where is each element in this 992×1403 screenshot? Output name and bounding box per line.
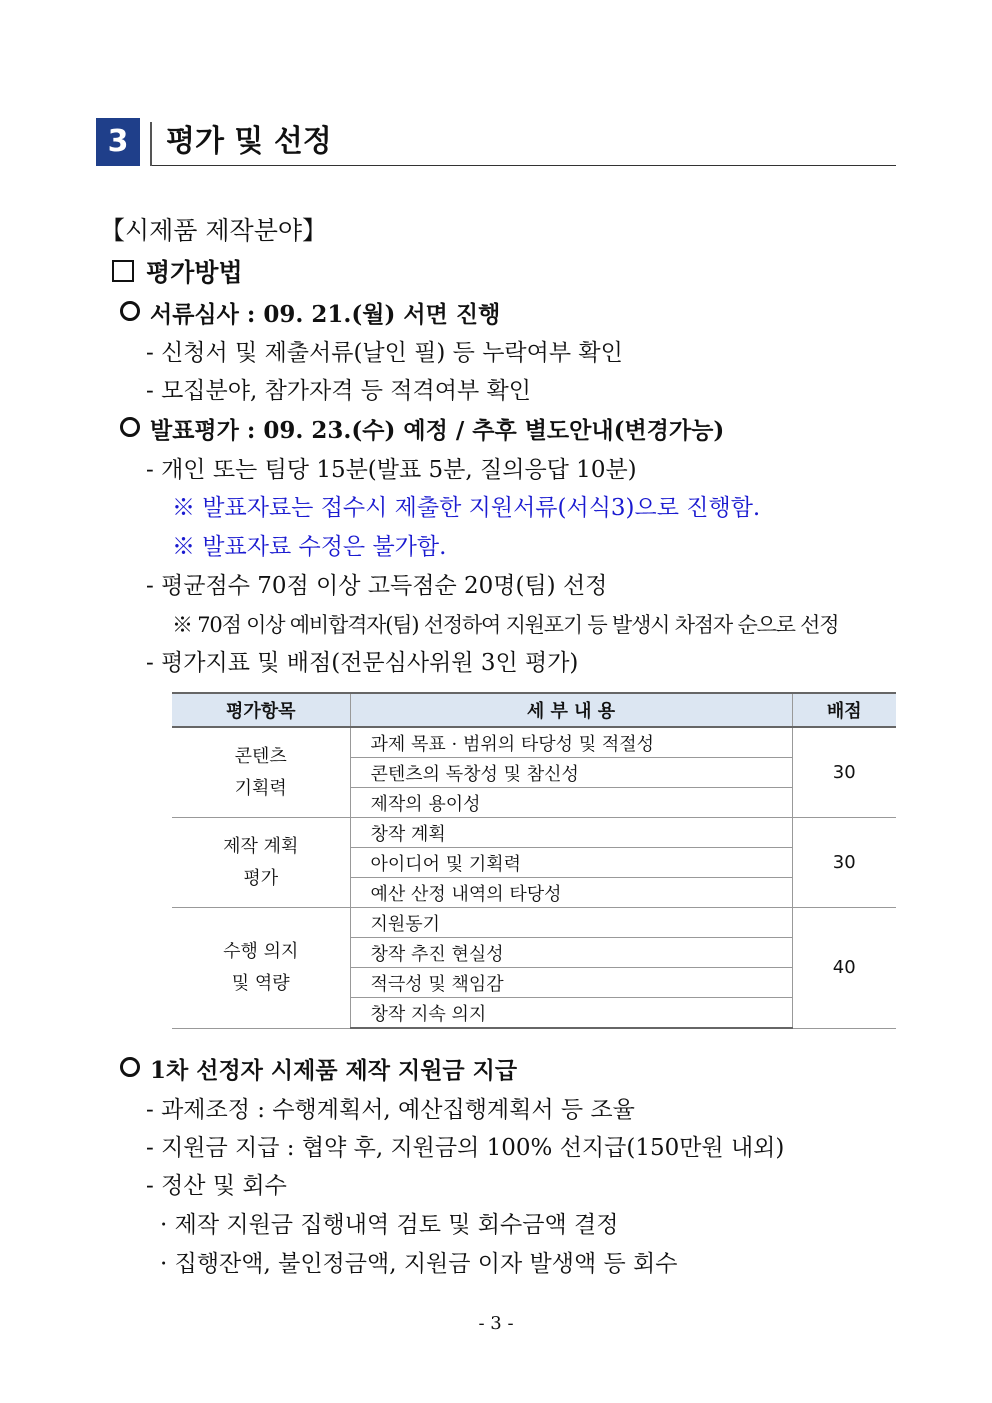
document-review-title-text: 서류심사 : 09. 21.(월) 서면 진행 <box>150 301 501 328</box>
document-review-title <box>120 300 500 330</box>
detail-cell: 예산 산정 내역의 타당성 <box>350 878 792 908</box>
table-row <box>172 908 896 938</box>
table-header-row <box>172 693 896 727</box>
category-line: 제작 계획 <box>223 835 299 857</box>
table-header: 평가항목 <box>172 693 350 727</box>
detail-cell: 콘텐츠의 독창성 및 참신성 <box>350 758 792 788</box>
category-cell <box>172 908 350 1029</box>
category-line: 기획력 <box>234 777 287 799</box>
grant-item: - 정산 및 회수 <box>146 1173 287 1199</box>
category-line: 수행 의지 <box>223 940 299 962</box>
circle-bullet-icon <box>120 417 140 437</box>
detail-cell: 과제 목표 · 범위의 타당성 및 적절성 <box>350 727 792 758</box>
checkbox-square-icon <box>112 260 134 282</box>
presentation-note: ※ 발표자료 수정은 불가함. <box>172 534 447 560</box>
grant-item: - 과제조정 : 수행계획서, 예산집행계획서 등 조율 <box>146 1097 635 1123</box>
category-cell <box>172 727 350 818</box>
presentation-item: - 평가지표 및 배점(전문심사위원 3인 평가) <box>146 650 579 676</box>
detail-cell: 창작 추진 현실성 <box>350 938 792 968</box>
method-heading <box>112 258 243 288</box>
grant-subitem: · 제작 지원금 집행내역 검토 및 회수금액 결정 <box>160 1212 619 1238</box>
grant-title <box>120 1056 517 1086</box>
field-heading: 【시제품 제작분야】 <box>100 216 327 245</box>
grant-title-text: 1차 선정자 시제품 제작 지원금 지급 <box>150 1057 518 1084</box>
table-row <box>172 727 896 758</box>
section-header <box>96 118 896 168</box>
detail-cell: 제작의 용이성 <box>350 788 792 818</box>
detail-cell: 적극성 및 책임감 <box>350 968 792 998</box>
document-review-item: - 신청서 및 제출서류(날인 필) 등 누락여부 확인 <box>146 340 623 366</box>
table-row <box>172 818 896 848</box>
category-line: 콘텐츠 <box>234 745 287 767</box>
category-line: 평가 <box>243 867 279 889</box>
grant-item: - 지원금 지급 : 협약 후, 지원금의 100% 선지급(150만원 내외) <box>146 1135 785 1161</box>
grant-subitem: · 집행잔액, 불인정금액, 지원금 이자 발생액 등 회수 <box>160 1251 678 1277</box>
section-number: 3 <box>96 118 140 166</box>
detail-cell: 아이디어 및 기획력 <box>350 848 792 878</box>
circle-bullet-icon <box>120 1057 140 1077</box>
method-heading-text: 평가방법 <box>146 258 243 287</box>
category-cell <box>172 818 350 908</box>
score-cell: 30 <box>792 727 896 818</box>
presentation-title <box>120 416 724 446</box>
evaluation-table <box>172 692 896 1029</box>
section-divider <box>150 122 152 166</box>
section-title: 평가 및 선정 <box>166 124 332 159</box>
table-header: 배점 <box>792 693 896 727</box>
score-cell: 40 <box>792 908 896 1029</box>
section-underline <box>152 165 896 166</box>
category-line: 및 역량 <box>231 972 290 994</box>
presentation-note: ※ 70점 이상 예비합격자(팀) 선정하여 지원포기 등 발생시 차점자 순으로 선정 <box>172 613 839 637</box>
table-header: 세 부 내 용 <box>350 693 792 727</box>
presentation-title-text: 발표평가 : 09. 23.(수) 예정 / 추후 별도안내(변경가능) <box>150 417 725 444</box>
score-cell: 30 <box>792 818 896 908</box>
detail-cell: 창작 계획 <box>350 818 792 848</box>
page-number: - 3 - <box>478 1313 514 1334</box>
document-review-item: - 모집분야, 참가자격 등 적격여부 확인 <box>146 378 531 404</box>
circle-bullet-icon <box>120 301 140 321</box>
detail-cell: 지원동기 <box>350 908 792 938</box>
presentation-item: - 개인 또는 팀당 15분(발표 5분, 질의응답 10분) <box>146 457 637 483</box>
presentation-item: - 평균점수 70점 이상 고득점순 20명(팀) 선정 <box>146 573 608 599</box>
detail-cell: 창작 지속 의지 <box>350 998 792 1029</box>
presentation-note: ※ 발표자료는 접수시 제출한 지원서류(서식3)으로 진행함. <box>172 495 761 521</box>
